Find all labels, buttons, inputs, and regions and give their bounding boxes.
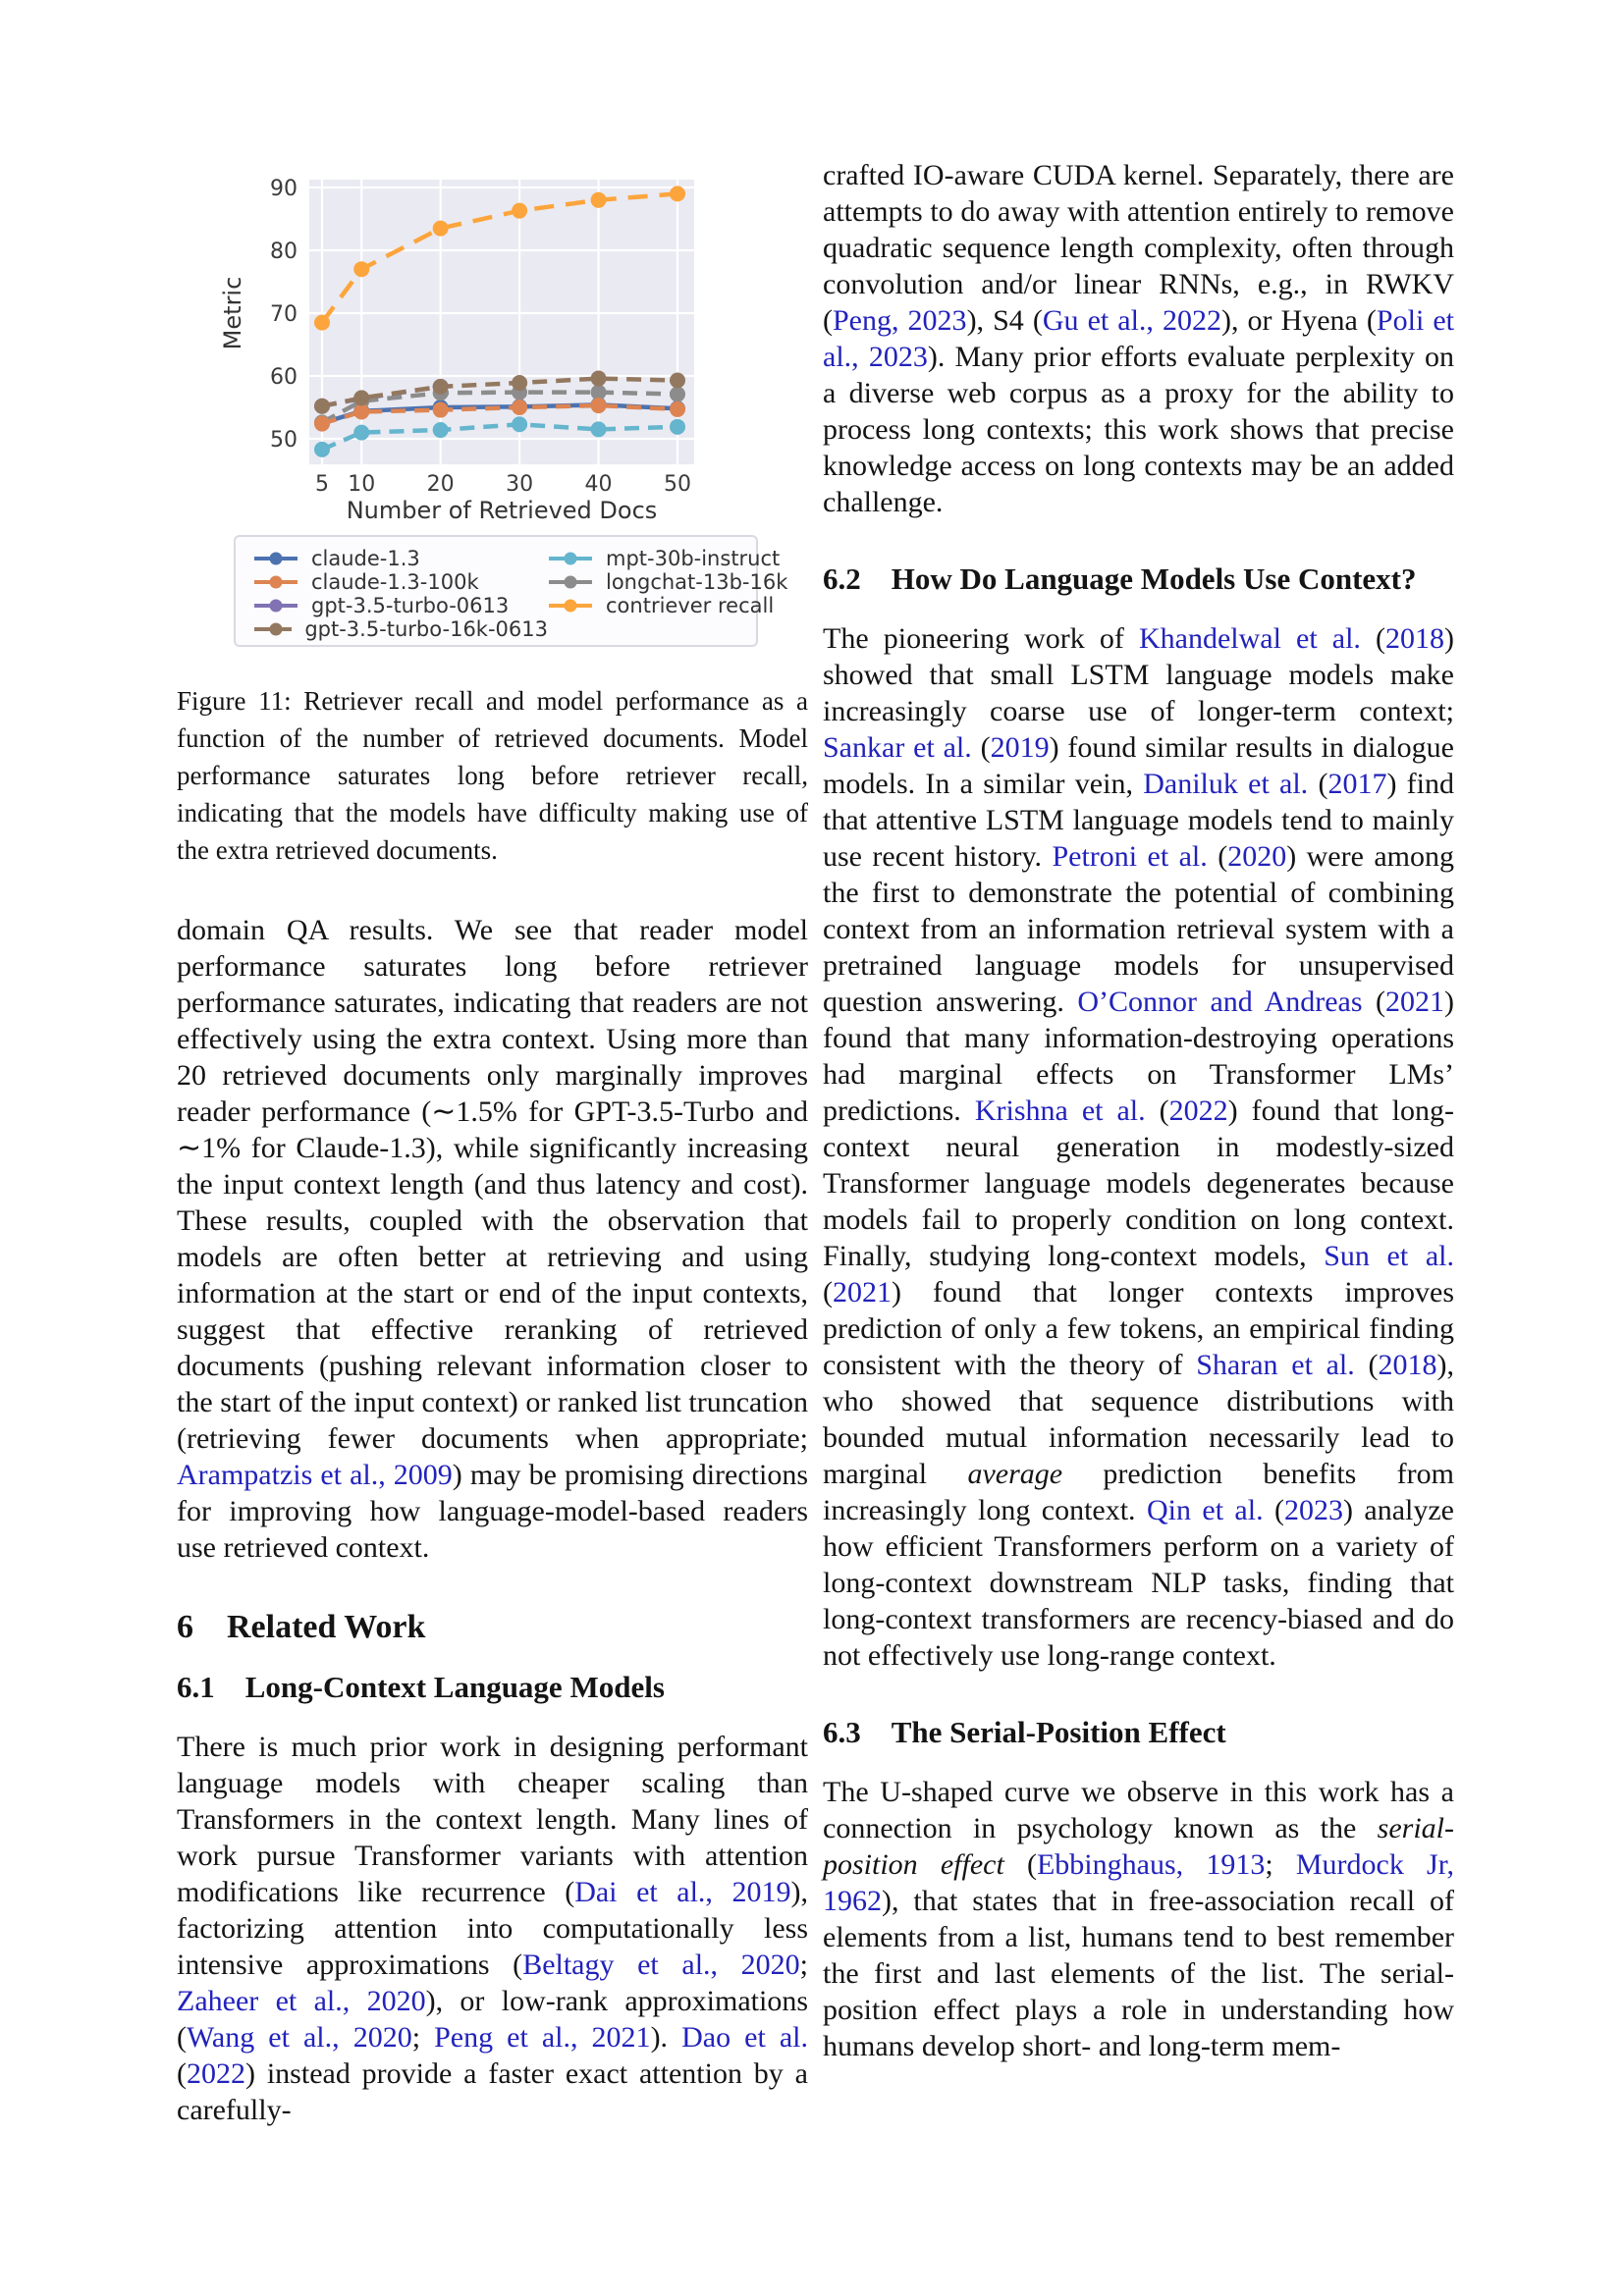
legend-line-sample xyxy=(253,621,292,637)
text-span: ( xyxy=(1263,1494,1284,1526)
data-point xyxy=(670,401,685,417)
citation-link[interactable]: 2022 xyxy=(1168,1095,1228,1127)
text-span: ) found similar results in dialogue models. In a similar vein, xyxy=(823,731,1454,800)
citation-link[interactable]: O’Connor and Andreas xyxy=(1077,986,1363,1018)
data-point xyxy=(670,186,685,201)
text-span: ), or Hyena ( xyxy=(1220,304,1377,337)
data-point xyxy=(670,419,685,435)
text-span: domain QA results. We see that reader model performance saturates long before retriever performance saturates, indicating that readers are not effectively using the extra context. Using more than 20 retrieved documents only marginally improves reader performance (∼1.5% for GPT-3.5-Turbo and ∼1% for Claude-1.3), while significantly increasing the input context length (and thus latency and cost). These results, coupled with the observation that models are often better at retrieving and using information at the start or end of the input contexts, suggest that effective reranking of retrieved documents (pushing relevant information closer to the start of the input context) or ranked list truncation (retrieving fewer documents when appropriate; xyxy=(177,914,808,1455)
text-span: There is much prior work in designing performant language models with cheaper scaling than Transformers in the context length. Many lines of work pursue Transformer variants with attention modifications like recurrence ( xyxy=(177,1731,808,1908)
data-point xyxy=(353,261,369,277)
y-tick-labels xyxy=(270,177,298,453)
text-span: Figure 11: Retriever recall and model performance as a function of the number of retrieved documents. Model performance saturates long before retriever recall, indicating that the models have difficulty making use of the extra retrieved documents. xyxy=(177,686,808,865)
citation-link[interactable]: Sankar et al. xyxy=(823,731,972,764)
data-point xyxy=(591,192,607,208)
citation-link[interactable]: Beltagy et al., 2020 xyxy=(522,1949,800,1981)
data-point xyxy=(591,421,607,437)
text-span: ; xyxy=(799,1949,808,1981)
text-span: 6.3 The Serial-Position Effect xyxy=(823,1715,1226,1749)
data-point xyxy=(433,221,449,237)
text-span: ) may be promising directions for improving how language-model-based readers use retrieved context. xyxy=(177,1459,808,1564)
text-span: ), who showed that sequence distributions with bounded mutual information necessarily lead to marginal xyxy=(823,1349,1454,1490)
citation-link[interactable]: Arampatzis et al., 2009 xyxy=(177,1459,453,1491)
text-span: crafted IO-aware CUDA kernel. Separately, there are attempts to do away with attention entirely to remove quadratic sequence length complexity, often through convolution and/or linear RNNs, e.g., in RWKV ( xyxy=(823,159,1454,337)
data-point xyxy=(670,372,685,388)
legend-line-sample xyxy=(548,574,593,590)
svg-text:80: 80 xyxy=(270,240,298,264)
figure-chart xyxy=(162,93,771,525)
text-span: ), or low-rank approximations ( xyxy=(177,1985,808,2054)
citation-link[interactable]: Poli et al., 2023 xyxy=(823,304,1454,373)
text-span: ( xyxy=(823,1276,833,1308)
section-heading xyxy=(177,1609,808,1646)
text-span: ) showed that small LSTM language models make increasingly coarse use of longer-term context; xyxy=(823,622,1455,727)
paragraph xyxy=(177,1729,808,2128)
citation-link[interactable]: Dai et al., 2019 xyxy=(574,1876,791,1908)
citation-link[interactable]: Khandelwal et al. xyxy=(1138,622,1361,655)
text-span: ; xyxy=(411,2021,435,2054)
paragraph xyxy=(177,912,808,1566)
legend-label: claude-1.3 xyxy=(311,547,420,570)
citation-link[interactable]: 2017 xyxy=(1327,768,1387,800)
legend-line-sample xyxy=(253,551,298,566)
legend-line-sample xyxy=(253,574,298,590)
text-span: ( xyxy=(1145,1095,1169,1127)
text-span: ) analyze how efficient Transformers perform on a variety of long-context downstream NLP tasks, finding that long-context transformers are recency-biased and do not effectively use long-range context. xyxy=(823,1494,1454,1672)
legend-item xyxy=(253,617,548,641)
text-span: ( xyxy=(177,2057,187,2090)
legend-line-sample xyxy=(548,551,593,566)
text-span: 6 Related Work xyxy=(177,1609,426,1645)
text-span: The pioneering work of xyxy=(823,622,1139,655)
italic-text-span: average xyxy=(967,1458,1063,1490)
citation-link[interactable]: Sun et al. xyxy=(1324,1240,1454,1272)
text-span: ) found that many information-destroying operations had marginal effects on Transformer LMs’ predictions. xyxy=(823,986,1454,1127)
data-point xyxy=(314,416,330,432)
svg-text:40: 40 xyxy=(584,472,613,497)
citation-link[interactable]: Peng, 2023 xyxy=(833,304,967,337)
text-span: ) were among the first to demonstrate the potential of combining context from an information retrieval system with a pretrained language models for unsupervised question answering. xyxy=(823,840,1454,1018)
data-point xyxy=(512,400,527,415)
text-span: ( xyxy=(1207,840,1228,873)
chart-legend xyxy=(234,535,788,647)
data-point xyxy=(512,416,527,432)
italic-text-span: serial-position effect xyxy=(823,1812,1454,1881)
data-point xyxy=(314,315,330,331)
citation-link[interactable]: Krishna et al. xyxy=(974,1095,1146,1127)
svg-text:5: 5 xyxy=(315,472,329,497)
text-span: ( xyxy=(1362,986,1385,1018)
legend-item xyxy=(253,594,548,617)
data-point xyxy=(353,403,369,419)
text-span: ( xyxy=(1308,768,1328,800)
citation-link[interactable]: Sharan et al. xyxy=(1196,1349,1355,1381)
data-point xyxy=(670,387,685,402)
text-span: ) instead provide a faster exact attention by a carefully- xyxy=(177,2057,808,2126)
text-span: ), that states that in free-association recall of elements from a list, humans tend to best remember the first and last elements of the list. The serial-position effect plays a role in understanding how humans develop short- and long-term mem- xyxy=(823,1885,1454,2062)
text-span: ( xyxy=(1003,1848,1037,1881)
citation-link[interactable]: 2019 xyxy=(990,731,1050,764)
data-point xyxy=(353,390,369,405)
left-column-blocks xyxy=(177,682,808,2128)
legend-item xyxy=(548,594,787,617)
text-span: ). xyxy=(650,2021,682,2054)
legend-label: mpt-30b-instruct xyxy=(606,547,781,570)
citation-link[interactable]: Ebbinghaus, 1913 xyxy=(1036,1848,1266,1881)
citation-link[interactable]: Wang et al., 2020 xyxy=(187,2021,412,2054)
subsection-heading xyxy=(177,1670,808,1705)
left-column xyxy=(177,93,808,2128)
right-column-blocks xyxy=(823,157,1454,2064)
legend-item xyxy=(253,570,548,594)
data-point xyxy=(591,398,607,413)
citation-link[interactable]: Petroni et al. xyxy=(1052,840,1208,873)
svg-text:10: 10 xyxy=(348,472,376,497)
legend-label: gpt-3.5-turbo-16k-0613 xyxy=(304,617,548,641)
text-span: ), factorizing attention into computationally less intensive approximations ( xyxy=(177,1876,808,1981)
subsection-heading xyxy=(823,1715,1454,1750)
legend-item xyxy=(548,570,787,594)
svg-text:30: 30 xyxy=(506,472,534,497)
citation-link[interactable]: Peng et al., 2021 xyxy=(434,2021,651,2054)
citation-link[interactable]: 2018 xyxy=(1385,622,1445,655)
svg-text:90: 90 xyxy=(270,177,298,201)
citation-link[interactable]: Dao et al. xyxy=(681,2021,808,2054)
text-span: 6.2 How Do Language Models Use Context? xyxy=(823,561,1417,596)
data-point xyxy=(314,442,330,457)
figure-caption xyxy=(177,682,808,869)
text-span: ; xyxy=(1265,1848,1296,1881)
legend-label: claude-1.3-100k xyxy=(311,570,479,594)
legend-label: contriever recall xyxy=(606,594,775,617)
text-span: ( xyxy=(971,731,991,764)
svg-text:70: 70 xyxy=(270,302,298,327)
text-span: The U-shaped curve we observe in this work has a connection in psychology known as the xyxy=(823,1776,1454,1844)
svg-text:20: 20 xyxy=(426,472,455,497)
data-point xyxy=(433,422,449,438)
svg-text:60: 60 xyxy=(270,365,298,390)
data-point xyxy=(512,375,527,391)
citation-link[interactable]: 2022 xyxy=(187,2057,245,2090)
text-span: prediction benefits from increasingly long context. xyxy=(823,1458,1454,1526)
y-axis-label: Metric xyxy=(219,276,246,350)
citation-link[interactable]: Daniluk et al. xyxy=(1143,768,1309,800)
citation-link[interactable]: Murdock Jr, 1962 xyxy=(823,1848,1454,1917)
citation-link[interactable]: 2021 xyxy=(833,1276,892,1308)
text-span: ( xyxy=(1354,1349,1379,1381)
citation-link[interactable]: Gu et al., 2022 xyxy=(1042,304,1221,337)
legend-label: gpt-3.5-turbo-0613 xyxy=(311,594,510,617)
data-point xyxy=(512,203,527,219)
text-span: ) found that long-context neural generation in modestly-sized Transformer language models degenerates because models fail to properly condition on long context. Finally, studying long-context models, xyxy=(823,1095,1454,1272)
citation-link[interactable]: 2023 xyxy=(1283,1494,1343,1526)
subsection-heading xyxy=(823,561,1454,597)
x-axis-label: Number of Retrieved Docs xyxy=(346,497,658,524)
svg-text:50: 50 xyxy=(270,428,298,453)
paragraph xyxy=(823,620,1454,1674)
text-span: ). Many prior efforts evaluate perplexity on a diverse web corpus as a proxy for the ability to process long contexts; this work shows that precise knowledge access on long contexts may be an added challenge. xyxy=(823,341,1454,518)
plot-background xyxy=(309,180,694,464)
legend-line-sample xyxy=(548,598,593,614)
text-span: ) find that attentive LSTM language models tend to mainly use recent history. xyxy=(823,768,1455,873)
citation-link[interactable]: 2018 xyxy=(1378,1349,1437,1381)
paragraph xyxy=(823,157,1454,520)
x-tick-labels xyxy=(315,472,691,497)
right-column xyxy=(823,157,1454,2064)
text-span: ), S4 ( xyxy=(966,304,1043,337)
data-point xyxy=(433,379,449,395)
text-span: 6.1 Long-Context Language Models xyxy=(177,1670,665,1704)
text-span: ) found that longer contexts improves prediction of only a few tokens, an empirical finding consistent with the theory of xyxy=(823,1276,1454,1381)
legend-label: longchat-13b-16k xyxy=(606,570,788,594)
data-point xyxy=(314,399,330,414)
text-span: ( xyxy=(1360,622,1386,655)
citation-link[interactable]: 2020 xyxy=(1227,840,1287,873)
legend-line-sample xyxy=(253,598,298,614)
svg-text:50: 50 xyxy=(664,472,691,497)
citation-link[interactable]: Zaheer et al., 2020 xyxy=(177,1985,426,2017)
figure-11 xyxy=(177,93,808,682)
citation-link[interactable]: Qin et al. xyxy=(1146,1494,1264,1526)
data-point xyxy=(353,425,369,441)
data-point xyxy=(591,371,607,387)
citation-link[interactable]: 2021 xyxy=(1385,986,1444,1018)
legend-item xyxy=(548,547,787,570)
data-point xyxy=(433,402,449,418)
legend-item xyxy=(253,547,548,570)
paragraph xyxy=(823,1774,1454,2064)
